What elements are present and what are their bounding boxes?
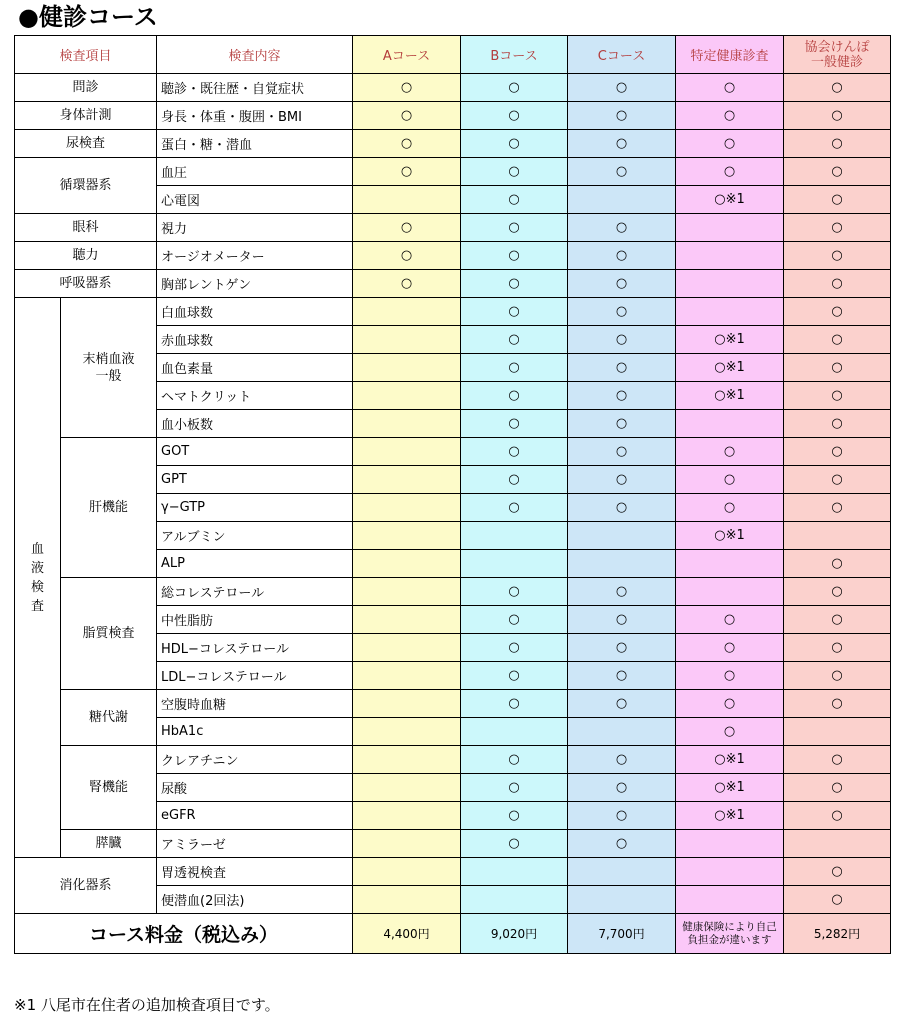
mark-cell-kyokai: ○ [784,74,891,102]
mark-cell-tokutei: ○ [676,718,784,746]
mark-cell-kyokai: ○ [784,186,891,214]
mark-cell-c: ○ [568,326,676,354]
table-row [15,242,891,270]
mark-cell-kyokai: ○ [784,438,891,466]
exam-item: 血小板数 [157,410,353,438]
exam-item: 胸部レントゲン [157,270,353,298]
mark-cell-tokutei [676,270,784,298]
mark-cell-kyokai: ○ [784,606,891,634]
group-name: 呼吸器系 [15,270,157,298]
mark-cell-c: ○ [568,830,676,858]
exam-item: アミラーゼ [157,830,353,858]
mark-cell-b: ○ [461,102,568,130]
group-name: 肝機能 [61,438,157,578]
mark-cell-tokutei: ○ [676,102,784,130]
mark-cell-c [568,858,676,886]
mark-cell-tokutei [676,214,784,242]
mark-cell-c: ○ [568,242,676,270]
fee-b: 9,020円 [461,914,568,954]
mark-cell-tokutei: ○※1 [676,746,784,774]
group-name: 膵臓 [61,830,157,858]
mark-cell-b: ○ [461,662,568,690]
page-title: ●健診コース [18,3,158,31]
mark-cell-a [353,886,461,914]
table-row [15,438,891,466]
mark-cell-kyokai: ○ [784,886,891,914]
mark-cell-kyokai: ○ [784,690,891,718]
table-row [15,130,891,158]
mark-cell-tokutei [676,410,784,438]
table-row [15,746,891,774]
mark-cell-b: ○ [461,746,568,774]
mark-cell-a [353,578,461,606]
exam-item: GPT [157,466,353,494]
mark-cell-kyokai: ○ [784,270,891,298]
table-row [15,102,891,130]
mark-cell-tokutei: ○ [676,606,784,634]
fee-a: 4,400円 [353,914,461,954]
exam-item: オージオメーター [157,242,353,270]
mark-cell-tokutei: ○ [676,634,784,662]
mark-cell-c: ○ [568,578,676,606]
exam-item: LDL−コレステロール [157,662,353,690]
mark-cell-a [353,690,461,718]
fee-kyokai: 5,282円 [784,914,891,954]
exam-item: ALP [157,550,353,578]
mark-cell-c: ○ [568,102,676,130]
mark-cell-a [353,494,461,522]
table-row [15,158,891,186]
table-row [15,214,891,242]
mark-cell-c: ○ [568,494,676,522]
exam-item: HbA1c [157,718,353,746]
mark-cell-b: ○ [461,438,568,466]
mark-cell-tokutei: ○ [676,494,784,522]
mark-cell-kyokai: ○ [784,130,891,158]
mark-cell-b: ○ [461,214,568,242]
header-course-c: Cコース [568,36,676,74]
exam-item: 便潜血(2回法) [157,886,353,914]
mark-cell-c [568,186,676,214]
mark-cell-a [353,802,461,830]
exam-item: 総コレステロール [157,578,353,606]
group-name: 尿検査 [15,130,157,158]
mark-cell-b: ○ [461,830,568,858]
header-course-tokutei: 特定健康診査 [676,36,784,74]
mark-cell-tokutei: ○※1 [676,186,784,214]
mark-cell-kyokai [784,718,891,746]
exam-item: 尿酸 [157,774,353,802]
mark-cell-kyokai [784,830,891,858]
mark-cell-a [353,634,461,662]
mark-cell-kyokai: ○ [784,242,891,270]
mark-cell-kyokai: ○ [784,802,891,830]
mark-cell-tokutei: ○ [676,438,784,466]
table-row [15,578,891,606]
mark-cell-tokutei [676,550,784,578]
mark-cell-kyokai: ○ [784,858,891,886]
footnote: ※1 八尾市在住者の追加検査項目です。 [14,996,280,1014]
mark-cell-c: ○ [568,158,676,186]
mark-cell-kyokai: ○ [784,158,891,186]
mark-cell-a [353,606,461,634]
mark-cell-a [353,830,461,858]
exam-item: γ−GTP [157,494,353,522]
mark-cell-b [461,550,568,578]
group-name: 眼科 [15,214,157,242]
table-row [15,74,891,102]
exam-item: ヘマトクリット [157,382,353,410]
course-table [14,35,891,954]
mark-cell-b [461,718,568,746]
header-item: 検査項目 [15,36,157,74]
mark-cell-c: ○ [568,802,676,830]
mark-cell-b: ○ [461,494,568,522]
mark-cell-kyokai: ○ [784,494,891,522]
group-name: 問診 [15,74,157,102]
exam-item: 血色素量 [157,354,353,382]
mark-cell-c: ○ [568,270,676,298]
mark-cell-a: ○ [353,130,461,158]
blood-test-category: 血 液 検 査 [15,298,61,858]
mark-cell-a [353,382,461,410]
mark-cell-b: ○ [461,298,568,326]
table-row [15,690,891,718]
mark-cell-a [353,298,461,326]
mark-cell-kyokai: ○ [784,382,891,410]
header-row [15,36,891,74]
mark-cell-kyokai: ○ [784,774,891,802]
mark-cell-b: ○ [461,186,568,214]
mark-cell-kyokai: ○ [784,550,891,578]
fee-c: 7,700円 [568,914,676,954]
group-name: 聴力 [15,242,157,270]
mark-cell-a: ○ [353,102,461,130]
mark-cell-kyokai: ○ [784,326,891,354]
mark-cell-b: ○ [461,158,568,186]
table-row [15,270,891,298]
mark-cell-kyokai: ○ [784,746,891,774]
mark-cell-c [568,522,676,550]
exam-item: 視力 [157,214,353,242]
mark-cell-tokutei [676,578,784,606]
mark-cell-tokutei: ○ [676,662,784,690]
mark-cell-c: ○ [568,466,676,494]
exam-item: アルブミン [157,522,353,550]
exam-item: HDL−コレステロール [157,634,353,662]
mark-cell-kyokai: ○ [784,102,891,130]
mark-cell-b: ○ [461,354,568,382]
fee-tokutei: 健康保険により自己負担金が違います [676,914,784,954]
mark-cell-kyokai: ○ [784,298,891,326]
mark-cell-a [353,438,461,466]
mark-cell-c: ○ [568,774,676,802]
mark-cell-b: ○ [461,270,568,298]
mark-cell-a [353,326,461,354]
exam-item: 身長・体重・腹囲・BMI [157,102,353,130]
mark-cell-a: ○ [353,214,461,242]
exam-item: 空腹時血糖 [157,690,353,718]
mark-cell-tokutei: ○ [676,74,784,102]
mark-cell-a [353,466,461,494]
mark-cell-b: ○ [461,802,568,830]
mark-cell-c: ○ [568,746,676,774]
mark-cell-kyokai: ○ [784,410,891,438]
mark-cell-b: ○ [461,410,568,438]
mark-cell-b: ○ [461,634,568,662]
mark-cell-tokutei [676,830,784,858]
mark-cell-kyokai: ○ [784,354,891,382]
mark-cell-c: ○ [568,214,676,242]
mark-cell-b: ○ [461,382,568,410]
mark-cell-b [461,858,568,886]
mark-cell-tokutei: ○ [676,690,784,718]
exam-item: 聴診・既往歴・自覚症状 [157,74,353,102]
mark-cell-c: ○ [568,634,676,662]
header-course-a: Aコース [353,36,461,74]
mark-cell-tokutei: ○ [676,466,784,494]
mark-cell-tokutei [676,858,784,886]
mark-cell-kyokai: ○ [784,578,891,606]
exam-item: 胃透視検査 [157,858,353,886]
mark-cell-a: ○ [353,158,461,186]
mark-cell-kyokai: ○ [784,634,891,662]
mark-cell-c: ○ [568,74,676,102]
mark-cell-b: ○ [461,578,568,606]
mark-cell-tokutei: ○※1 [676,326,784,354]
exam-item: 中性脂肪 [157,606,353,634]
mark-cell-tokutei: ○※1 [676,354,784,382]
mark-cell-a [353,186,461,214]
mark-cell-kyokai: ○ [784,466,891,494]
group-name: 糖代謝 [61,690,157,746]
mark-cell-tokutei: ○※1 [676,522,784,550]
exam-item: eGFR [157,802,353,830]
header-content: 検査内容 [157,36,353,74]
mark-cell-tokutei: ○ [676,158,784,186]
group-name: 末梢血液 一般 [61,298,157,438]
mark-cell-a [353,354,461,382]
group-name: 循環器系 [15,158,157,214]
mark-cell-a: ○ [353,242,461,270]
exam-item: 赤血球数 [157,326,353,354]
mark-cell-tokutei [676,298,784,326]
mark-cell-a [353,410,461,438]
mark-cell-b [461,886,568,914]
mark-cell-c: ○ [568,382,676,410]
mark-cell-c: ○ [568,438,676,466]
mark-cell-c: ○ [568,298,676,326]
mark-cell-a [353,746,461,774]
mark-cell-c: ○ [568,606,676,634]
header-course-kyokai: 協会けんぽ 一般健診 [784,36,891,74]
mark-cell-kyokai: ○ [784,214,891,242]
mark-cell-tokutei: ○※1 [676,382,784,410]
mark-cell-b: ○ [461,74,568,102]
mark-cell-b: ○ [461,690,568,718]
fee-row [15,914,891,954]
mark-cell-b: ○ [461,242,568,270]
mark-cell-a: ○ [353,270,461,298]
fee-label: コース料金（税込み） [15,914,353,954]
table-row [15,298,891,326]
mark-cell-b [461,522,568,550]
mark-cell-a: ○ [353,74,461,102]
mark-cell-b: ○ [461,774,568,802]
exam-item: 白血球数 [157,298,353,326]
mark-cell-b: ○ [461,326,568,354]
mark-cell-a [353,858,461,886]
mark-cell-c: ○ [568,662,676,690]
exam-item: GOT [157,438,353,466]
table-row [15,858,891,886]
group-name: 腎機能 [61,746,157,830]
mark-cell-a [353,522,461,550]
mark-cell-a [353,718,461,746]
mark-cell-c [568,550,676,578]
mark-cell-b: ○ [461,130,568,158]
mark-cell-b: ○ [461,606,568,634]
header-course-b: Bコース [461,36,568,74]
mark-cell-tokutei: ○※1 [676,774,784,802]
mark-cell-c: ○ [568,130,676,158]
mark-cell-kyokai [784,522,891,550]
exam-item: 蛋白・糖・潜血 [157,130,353,158]
mark-cell-tokutei: ○ [676,130,784,158]
mark-cell-kyokai: ○ [784,662,891,690]
mark-cell-c: ○ [568,410,676,438]
mark-cell-a [353,662,461,690]
exam-item: クレアチニン [157,746,353,774]
mark-cell-c [568,718,676,746]
mark-cell-c: ○ [568,354,676,382]
group-name: 消化器系 [15,858,157,914]
mark-cell-a [353,550,461,578]
mark-cell-tokutei [676,242,784,270]
mark-cell-a [353,774,461,802]
table-row [15,830,891,858]
group-name: 身体計測 [15,102,157,130]
mark-cell-b: ○ [461,466,568,494]
group-name: 脂質検査 [61,578,157,690]
exam-item: 血圧 [157,158,353,186]
mark-cell-c [568,886,676,914]
exam-item: 心電図 [157,186,353,214]
mark-cell-c: ○ [568,690,676,718]
mark-cell-tokutei [676,886,784,914]
mark-cell-tokutei: ○※1 [676,802,784,830]
